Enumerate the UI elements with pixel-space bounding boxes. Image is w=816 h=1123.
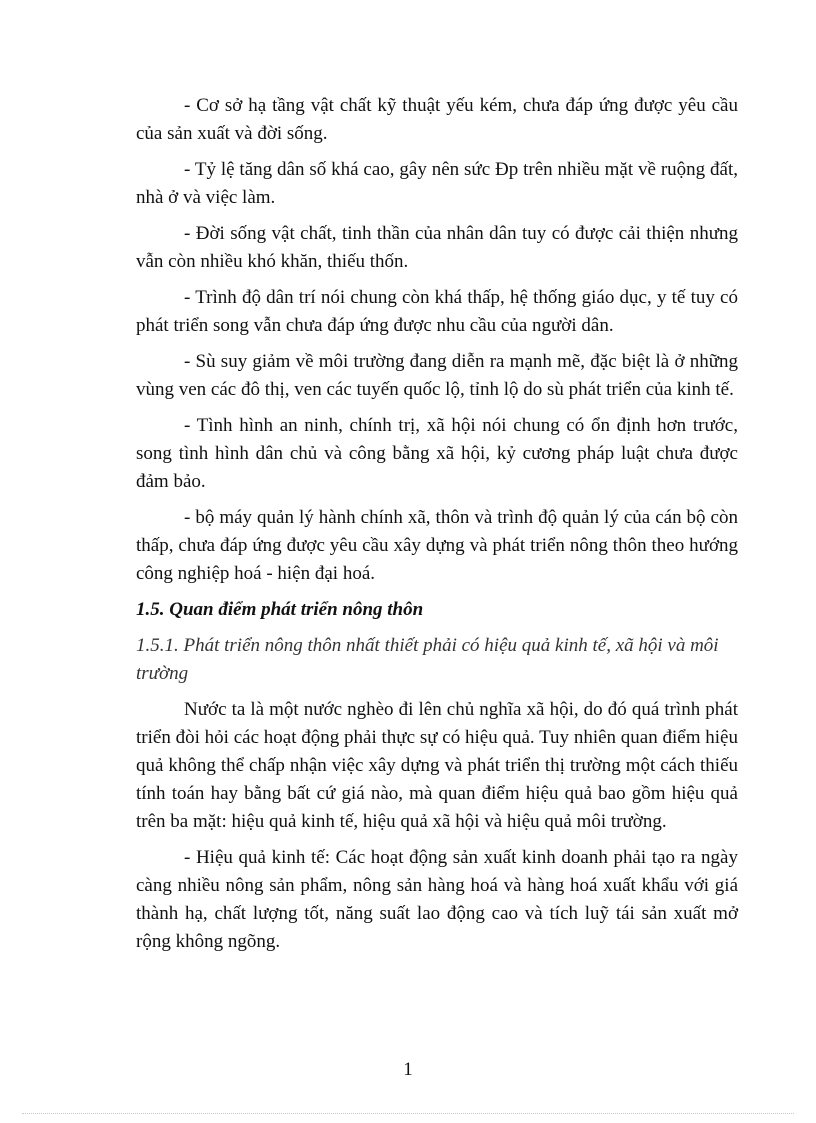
bullet-infrastructure: - Cơ sở hạ tầng vật chất kỹ thuật yếu kém, chưa đáp ứng được yêu cầu của sản xuất và đời sống.	[136, 95, 738, 144]
bullet-administration: - bộ máy quản lý hành chính xã, thôn và trình độ quản lý của cán bộ còn thấp, chưa đáp ứng được yêu cầu xây dựng và phát triển nông thôn theo hướng công nghiệp hoá - hiện đại hoá.	[136, 507, 738, 584]
paragraph-efficiency-view: Nước ta là một nước nghèo đi lên chủ nghĩa xã hội, do đó quá trình phát triển đòi hỏi các hoạt động phải thực sự có hiệu quả. Tuy nhiên quan điểm hiệu quả không thể chấp nhận việc xây dựng và phát triển thị trường một cách thiếu tính toán hay bằng bất cứ giá nào, mà quan điểm hiệu quả bao gồm hiệu quả trên ba mặt: hiệu quả kinh tế, hiệu quả xã hội và hiệu quả môi trường.	[136, 699, 738, 832]
bullet-population-growth: - Tỷ lệ tăng dân số khá cao, gây nên sức Đp trên nhiều mặt về ruộng đất, nhà ở và việc làm.	[136, 159, 738, 208]
page-bottom-divider	[22, 1113, 794, 1114]
document-body	[136, 92, 738, 964]
bullet-living-standards: - Đời sống vật chất, tinh thần của nhân dân tuy có được cải thiện nhưng vẫn còn nhiều khó khăn, thiếu thốn.	[136, 223, 738, 272]
bullet-environment: - Sù suy giảm về môi trường đang diễn ra mạnh mẽ, đặc biệt là ở những vùng ven các đô thị, ven các tuyến quốc lộ, tỉnh lộ do sù phát triển của kinh tế.	[136, 351, 738, 400]
page-number: 1	[403, 1059, 413, 1080]
section-heading: 1.5. Quan điểm phát triển nông thôn	[136, 599, 424, 620]
paragraph-economic-efficiency: - Hiệu quả kinh tế: Các hoạt động sản xuất kinh doanh phải tạo ra ngày càng nhiều nông sản phẩm, nông sản hàng hoá và hàng hoá xuất khẩu với giá thành hạ, chất lượng tốt, năng suất lao động cao và tích luỹ tái sản xuất mở rộng không ngõng.	[136, 847, 738, 952]
bullet-security-politics: - Tình hình an ninh, chính trị, xã hội nói chung có ổn định hơn trước, song tình hình dân chủ và công bằng xã hội, kỷ cương pháp luật chưa được đảm bảo.	[136, 415, 738, 492]
bullet-education-level: - Trình độ dân trí nói chung còn khá thấp, hệ thống giáo dục, y tế tuy có phát triển song vẫn chưa đáp ứng được nhu cầu của người dân.	[136, 287, 738, 336]
subsection-heading: 1.5.1. Phát triển nông thôn nhất thiết phải có hiệu quả kinh tế, xã hội và môi trường	[136, 635, 719, 684]
